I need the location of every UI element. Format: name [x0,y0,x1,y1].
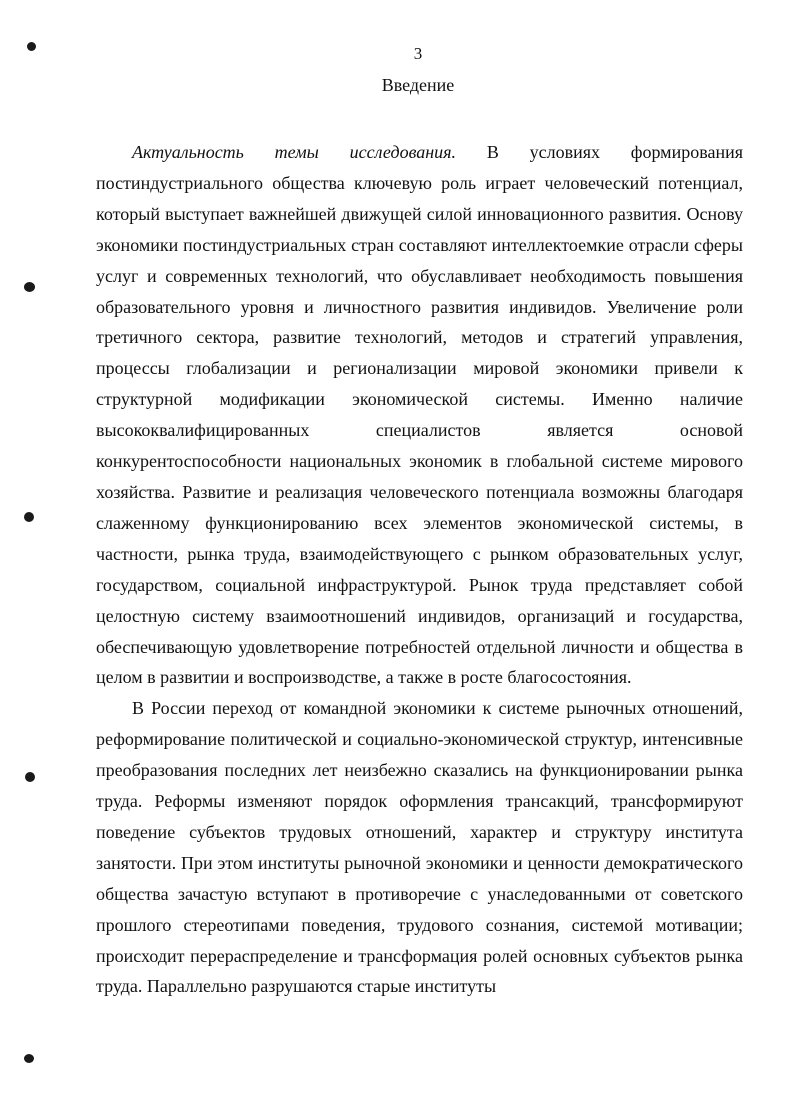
section-heading: Введение [381,75,455,95]
paragraph-1-text: В условиях формирования постиндустриального общества ключевую роль играет человеческий потенциал, который выступает важнейшей движущей силой инновационного развития. Основу экономики постиндустриальных стран составляют интеллектоемкие отрасли сферы услуг и современных технологий, что обуславливает необходимость повышения образовательного уровня и личностного развития индивидов. Увеличение роли третичного сектора, развитие технологий, методов и стратегий управления, процессы глобализации и регионализации мировой экономики привели к структурной модификации экономической системы. Именно наличие высококвалифицированных специалистов является основой конкурентоспособности национальных экономик в глобальной системе мирового хозяйства. Развитие и реализация человеческого потенциала возможны благодаря слаженному функционированию всех элементов экономической системы, в частности, рынка труда, взаимодействующего с рынком образовательных услуг, государством, социальной инфраструктурой. Рынок труда представляет собой целостную систему взаимоотношений индивидов, организаций и государства, обеспечивающую удовлетворение потребностей отдельной личности и общества в целом в развитии и воспроизводстве, а также в росте благосостояния. [96,142,743,688]
paragraph-2-text: В России переход от командной экономики к системе рыночных отношений, реформирование политической и социально-экономической структур, интенсивные преобразования последних лет неизбежно сказались на функционировании рынка труда. Реформы изменяют порядок оформления трансакций, трансформируют поведение субъектов трудовых отношений, характер и структуру института занятости. При этом институты рыночной экономики и ценности демократического общества зачастую вступают в противоречие с унаследованными от советского прошлого стереотипами поведения, трудового сознания, системой мотивации; происходит перераспределение и трансформация ролей основных субъектов рынка труда. Параллельно разрушаются старые институты [96,698,743,997]
scan-mark [24,1054,34,1063]
scan-mark [25,772,35,782]
page-number: 3 [413,44,423,63]
body-text [96,137,743,1002]
scan-mark [27,42,36,51]
paragraph-1 [96,137,743,693]
scan-mark [24,512,34,522]
paragraph-1-lead: Актуальность темы исследования. [132,142,457,162]
scan-mark [24,282,35,292]
paragraph-2 [96,693,743,1002]
